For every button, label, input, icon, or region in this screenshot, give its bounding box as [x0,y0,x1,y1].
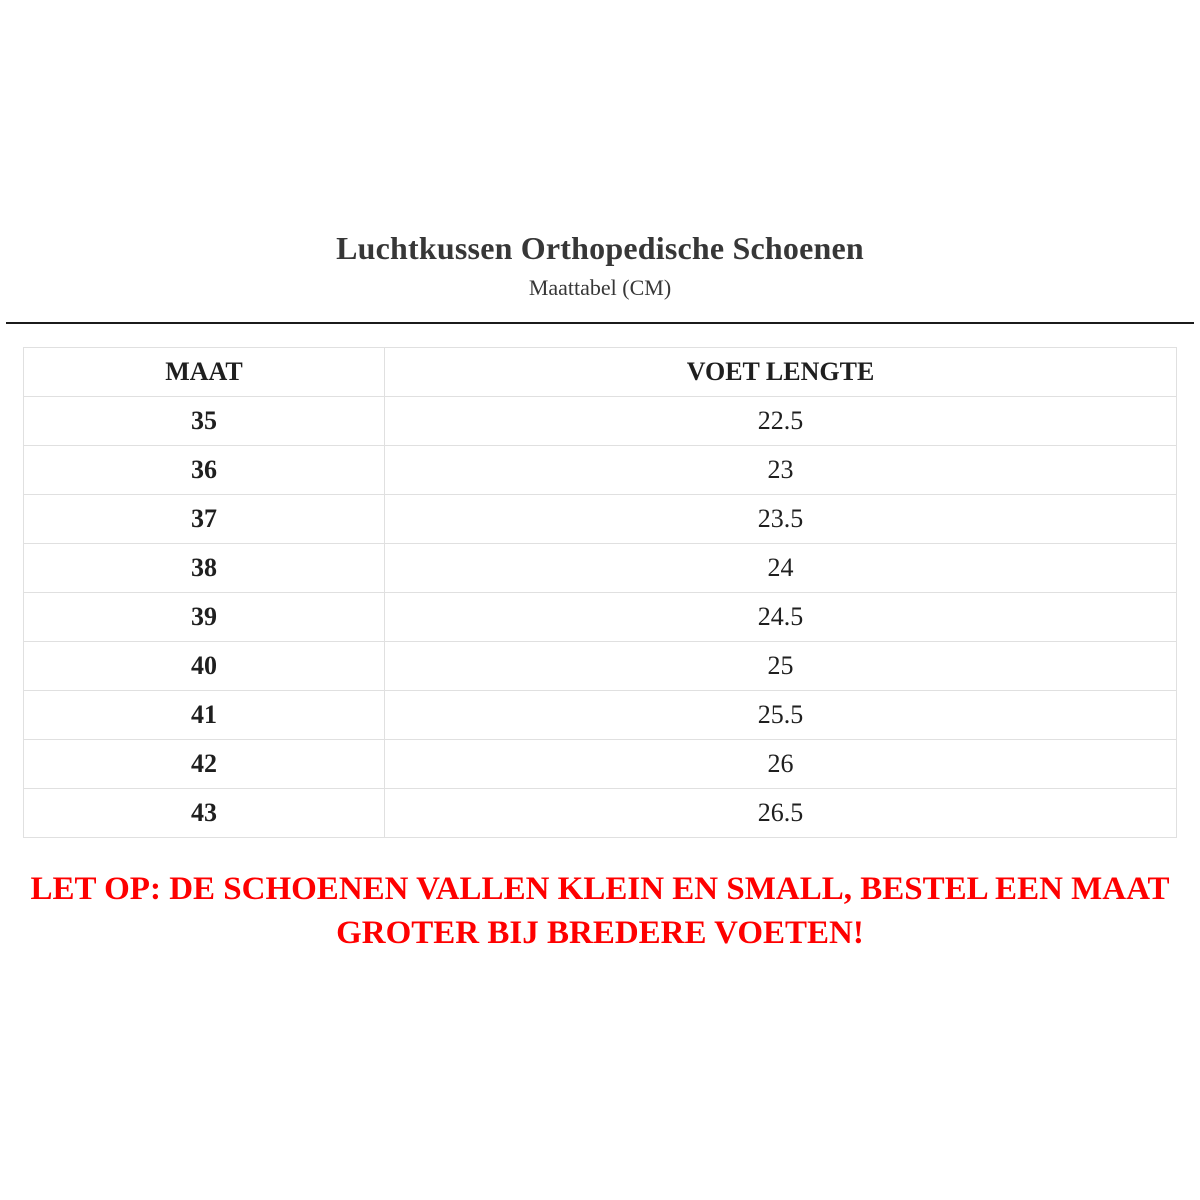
maat-value: 38 [24,544,385,593]
column-header-voet-lengte: VOET LENGTE [385,348,1177,397]
maat-value: 41 [24,691,385,740]
table-row [24,446,1177,495]
maat-value: 40 [24,642,385,691]
size-table-body [24,397,1177,838]
page-subtitle: Maattabel (CM) [528,275,672,300]
table-row [24,495,1177,544]
voet-lengte-value: 25.5 [385,691,1177,740]
table-row [24,397,1177,446]
maat-value: 37 [24,495,385,544]
maat-value: 42 [24,740,385,789]
maat-value: 43 [24,789,385,838]
voet-lengte-value: 26.5 [385,789,1177,838]
size-chart-page [0,228,1200,1200]
page-title: Luchtkussen Orthopedische Schoenen [336,230,864,266]
table-row [24,642,1177,691]
warning-line-1: LET OP: DE SCHOENEN VALLEN KLEIN EN SMALL, BESTEL EEN MAAT [30,871,1170,908]
warning-line-2: GROTER BIJ BREDERE VOETEN! [336,915,864,952]
voet-lengte-value: 26 [385,740,1177,789]
maat-value: 35 [24,397,385,446]
voet-lengte-value: 22.5 [385,397,1177,446]
table-row [24,789,1177,838]
voet-lengte-value: 23 [385,446,1177,495]
voet-lengte-value: 23.5 [385,495,1177,544]
table-row [24,740,1177,789]
warning-notice [0,867,1200,955]
size-table [23,347,1177,838]
size-table-header [24,348,1177,397]
table-row [24,544,1177,593]
maat-value: 39 [24,593,385,642]
maat-value: 36 [24,446,385,495]
column-header-maat: MAAT [24,348,385,397]
voet-lengte-value: 24 [385,544,1177,593]
table-row [24,593,1177,642]
table-row [24,691,1177,740]
voet-lengte-value: 25 [385,642,1177,691]
divider-rule [6,322,1194,324]
voet-lengte-value: 24.5 [385,593,1177,642]
header-row [24,348,1177,397]
